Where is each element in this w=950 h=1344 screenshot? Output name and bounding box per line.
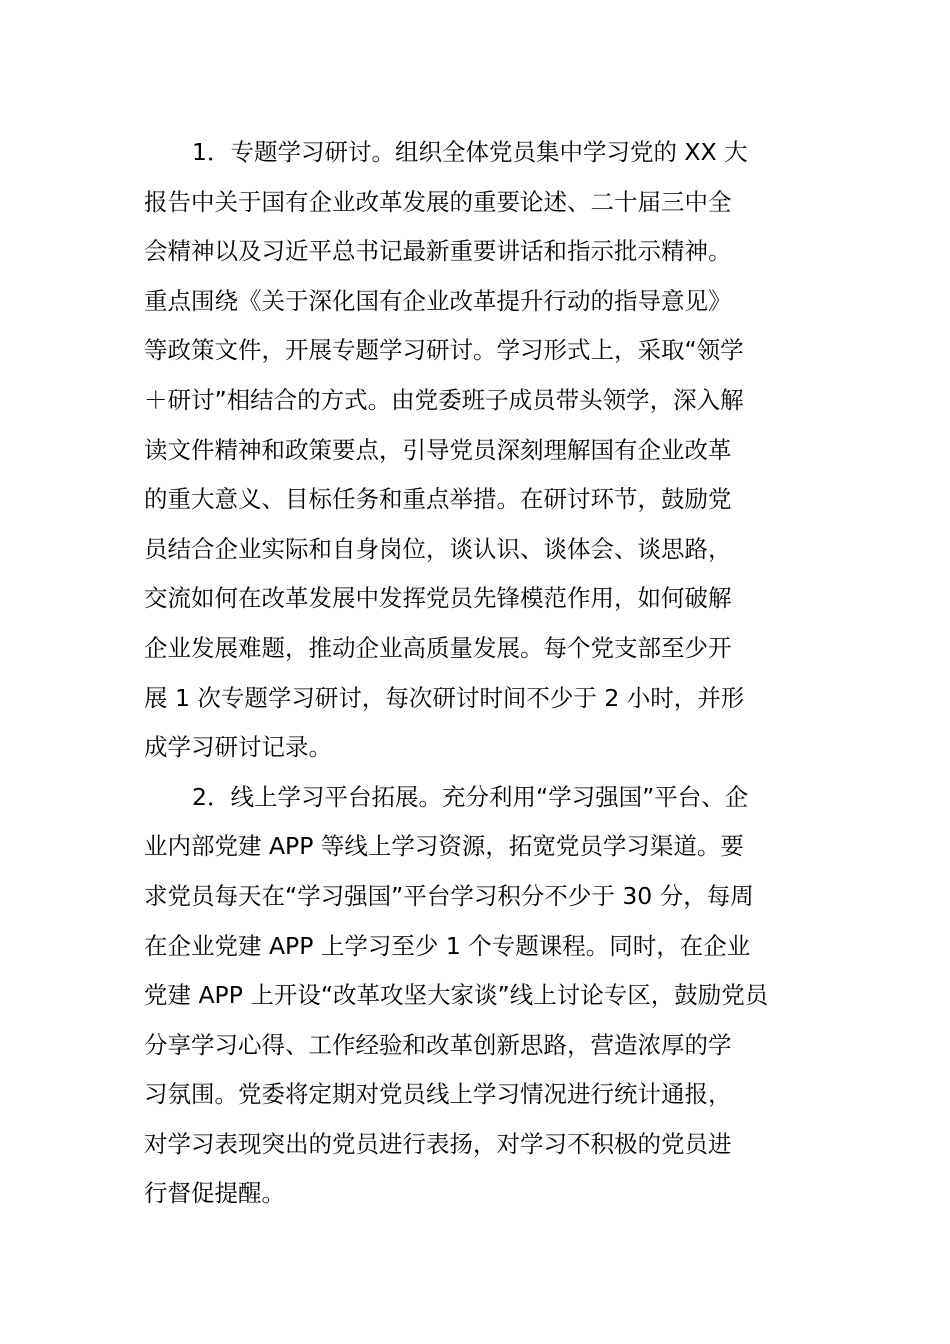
paragraph-1-line-6: ＋研讨”相结合的方式。由党委班子成员带头领学，深入解 bbox=[144, 385, 744, 414]
paragraph-1-line-12: 展 1 次专题学习研讨，每次研讨时间不少于 2 小时，并形 bbox=[144, 683, 745, 712]
paragraph-1-line-10: 交流如何在改革发展中发挥党员先锋模范作用，如何破解 bbox=[144, 584, 732, 613]
paragraph-2-line-5: 党建 APP 上开设“改革攻坚大家谈”线上讨论专区，鼓励党员 bbox=[144, 981, 769, 1010]
paragraph-1-line-7: 读文件精神和政策要点，引导党员深刻理解国有企业改革 bbox=[144, 435, 732, 464]
paragraph-1-line-5: 等政策文件，开展专题学习研讨。学习形式上，采取“领学 bbox=[144, 336, 744, 365]
paragraph-2-line-7: 习氛围。党委将定期对党员线上学习情况进行统计通报， bbox=[144, 1080, 732, 1109]
paragraph-1 bbox=[144, 128, 806, 773]
paragraph-2-line-9: 行督促提醒。 bbox=[144, 1179, 285, 1208]
paragraph-2-line-1: 2．线上学习平台拓展。充分利用“学习强国”平台、企 bbox=[192, 782, 749, 811]
paragraph-1-line-13: 成学习研讨记录。 bbox=[144, 733, 332, 762]
paragraph-2-line-3: 求党员每天在“学习强国”平台学习积分不少于 30 分，每周 bbox=[144, 881, 754, 910]
paragraph-1-line-4: 重点围绕《关于深化国有企业改革提升行动的指导意见》 bbox=[144, 286, 732, 315]
paragraph-2-line-6: 分享学习心得、工作经验和改革创新思路，营造浓厚的学 bbox=[144, 1030, 732, 1059]
paragraph-2 bbox=[144, 773, 806, 1219]
paragraph-1-line-1: 1．专题学习研讨。组织全体党员集中学习党的 XX 大 bbox=[192, 138, 748, 166]
paragraph-1-line-3: 会精神以及习近平总书记最新重要讲话和指示批示精神。 bbox=[144, 237, 732, 266]
paragraph-1-line-8: 的重大意义、目标任务和重点举措。在研讨环节，鼓励党 bbox=[144, 485, 732, 514]
paragraph-1-line-2: 报告中关于国有企业改革发展的重要论述、二十届三中全 bbox=[144, 187, 732, 216]
paragraph-2-line-2: 业内部党建 APP 等线上学习资源，拓宽党员学习渠道。要 bbox=[144, 832, 744, 861]
paragraph-1-line-9: 员结合企业实际和自身岗位，谈认识、谈体会、谈思路， bbox=[144, 534, 732, 563]
paragraph-1-line-11: 企业发展难题，推动企业高质量发展。每个党支部至少开 bbox=[144, 633, 732, 662]
paragraph-2-line-4: 在企业党建 APP 上学习至少 1 个专题课程。同时，在企业 bbox=[144, 931, 751, 960]
document-body bbox=[144, 128, 806, 1219]
paragraph-2-line-8: 对学习表现突出的党员进行表扬，对学习不积极的党员进 bbox=[144, 1129, 732, 1158]
